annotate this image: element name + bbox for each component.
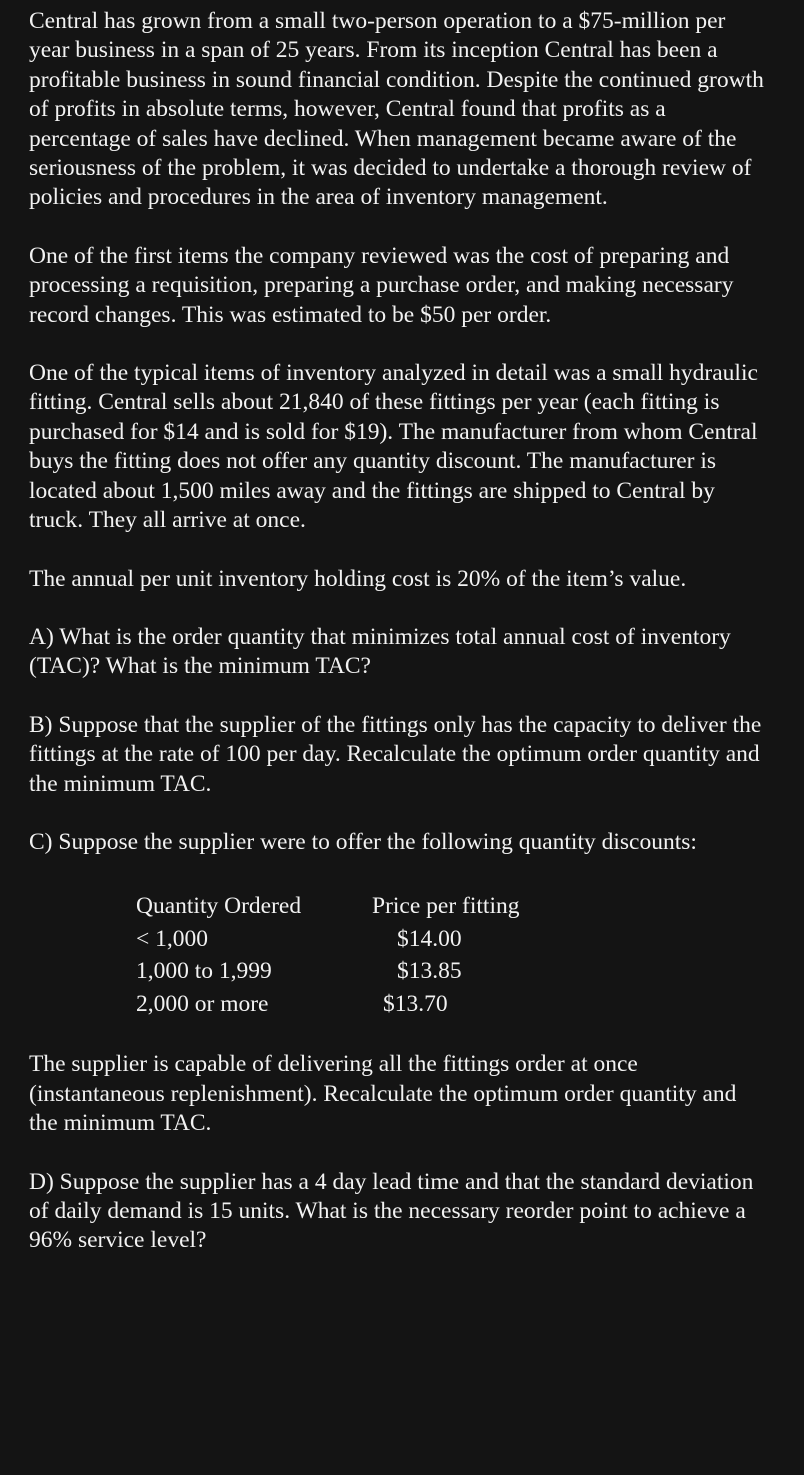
table-row: [136, 923, 519, 956]
header-price-per-fitting: Price per fitting: [372, 893, 520, 920]
question-d: D) Suppose the supplier has a 4 day lead time and that the standard deviation of daily demand is 15 units. What is the necessary reorder point to achieve a 96% service level?: [29, 1168, 754, 1254]
intro-paragraph: Central has grown from a small two-person operation to a $75-million per year business in a span of 25 years. From its inception Central has been a profitable business in sound financial condition. Despite the continued growth of profits in absolute terms, however, Central found that profits as a percentage of sales have declined. When management became aware of the seriousness of the problem, it was decided to undertake a thorough review of policies and procedures in the area of inventory management.: [29, 8, 764, 211]
order-cost-paragraph: One of the first items the company reviewed was the cost of preparing and processing a requisition, preparing a purchase order, and making necessary record changes. This was estimated to be $50 per order.: [29, 242, 734, 328]
header-quantity-ordered: Quantity Ordered: [136, 893, 302, 920]
problem-document: [29, 7, 769, 1256]
fitting-paragraph: One of the typical items of inventory analyzed in detail was a small hydraulic fitting. Central sells about 21,840 of these fittings per year (each fitting is purchased for $14 and is sold for $19). The manufacturer from whom Central buys the fitting does not offer any quantity discount. The manufacturer is located about 1,500 miles away and the fittings are shipped to Central by truck. They all arrive at once.: [29, 360, 758, 534]
question-c-intro: C) Suppose the supplier were to offer the following quantity discounts:: [29, 828, 697, 855]
question-a: A) What is the order quantity that minimizes total annual cost of inventory (TAC)? What is the minimum TAC?: [29, 623, 731, 680]
question-b: B) Suppose that the supplier of the fittings only has the capacity to deliver the fittings at the rate of 100 per day. Recalculate the optimum order quantity and the minimum TAC.: [29, 711, 762, 797]
price-cell: $13.70: [383, 990, 448, 1017]
price-cell: $13.85: [397, 958, 462, 985]
quantity-discount-table: [136, 890, 519, 1020]
table-row: [136, 955, 519, 988]
quantity-cell: 2,000 or more: [136, 990, 269, 1017]
table-header-row: [136, 890, 519, 923]
quantity-cell: 1,000 to 1,999: [136, 958, 272, 985]
holding-cost-paragraph: The annual per unit inventory holding cost is 20% of the item’s value.: [29, 565, 687, 592]
price-cell: $14.00: [397, 925, 462, 952]
table-row: [136, 988, 519, 1021]
question-c-followup: The supplier is capable of delivering all the fittings order at once (instantaneous replenishment). Recalculate the optimum order quantity and the minimum TAC.: [29, 1051, 737, 1137]
quantity-cell: < 1,000: [136, 925, 209, 952]
